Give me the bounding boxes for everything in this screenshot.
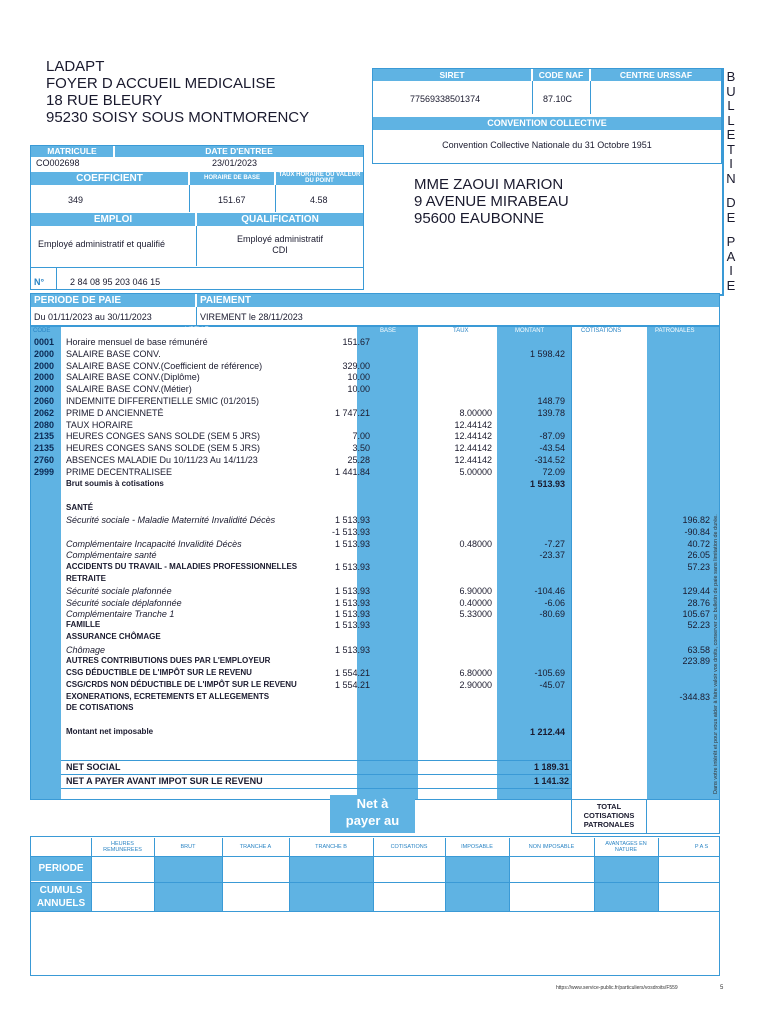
- line-employer-amount: 223.89: [682, 656, 710, 666]
- salary-line: [32, 420, 720, 430]
- cumul-col-header: HEURES REMUNEREES: [103, 841, 142, 853]
- urssaf-label: CENTRE URSSAF: [591, 69, 721, 81]
- line-amount: -45.07: [539, 680, 565, 690]
- cumul-col-band: [154, 857, 222, 911]
- qualification-value: Employé administratif CDI: [236, 234, 324, 255]
- line-code: 2062: [34, 407, 55, 418]
- conservation-note: Dans votre intérêt et pour vous aider à faire valoir vos droits, conserver ce bulletin de paie sans limitation de durée.: [713, 514, 719, 794]
- employer-address: [46, 58, 309, 126]
- net-a-payer-box: Net à payer au: [330, 795, 415, 833]
- line-label: Brut soumis à cotisations: [66, 478, 164, 488]
- line-label: RETRAITE: [66, 574, 106, 583]
- recipient-city: 95600 EAUBONNE: [414, 210, 545, 227]
- contribution-line: [32, 680, 720, 690]
- contribution-line: [32, 598, 720, 608]
- line-label: TAUX HORAIRE: [66, 419, 133, 430]
- line-base: 1 513.93: [334, 562, 370, 572]
- line-base: 1 513.93: [334, 539, 370, 549]
- net-social-label: NET SOCIAL: [66, 762, 121, 772]
- line-code: 2999: [34, 466, 55, 477]
- line-base: 151.67: [342, 337, 370, 347]
- line-base: 25.28: [347, 455, 370, 465]
- col-code: CODE: [33, 328, 51, 334]
- cumul-col-header: NON IMPOSABLE: [528, 844, 575, 850]
- line-base: 1 513.93: [334, 620, 370, 630]
- line-rate: 5.33000: [459, 609, 492, 619]
- contribution-line: [32, 527, 720, 537]
- salary-line: [32, 443, 720, 453]
- line-label: PRIME D ANCIENNETÉ: [66, 407, 164, 418]
- col-cotisations: COTISATIONS: [581, 328, 622, 334]
- line-label: DE COTISATIONS: [66, 703, 134, 712]
- total-patronales-label: TOTAL COTISATIONS PATRONALES: [583, 802, 635, 829]
- cumul-col-band: [289, 857, 373, 911]
- line-rate: 8.00000: [459, 407, 492, 418]
- periode-label: PERIODE DE PAIE: [31, 294, 195, 307]
- contribution-line: [32, 515, 720, 525]
- line-label: EXONERATIONS, ECRETEMENTS ET ALLEGEMENTS: [66, 692, 270, 701]
- line-rate: 12.44142: [454, 431, 492, 442]
- contribution-line: [32, 645, 720, 655]
- line-base: 1 513.93: [334, 586, 370, 596]
- line-code: 2000: [34, 360, 55, 371]
- line-base: 10.00: [347, 384, 370, 395]
- paiement-label: PAIEMENT: [197, 294, 719, 307]
- net-avant-impot-value: 1 141.32: [533, 776, 569, 786]
- line-label: Complémentaire santé: [66, 550, 157, 560]
- line-code: 2000: [34, 372, 55, 383]
- line-label: ASSURANCE CHÔMAGE: [66, 632, 161, 641]
- row-periode-label: PERIODE: [31, 857, 91, 881]
- line-label: INDEMNITE DIFFERENTIELLE SMIC (01/2015): [66, 396, 260, 406]
- coefficient-value: 349: [68, 195, 84, 205]
- salary-line: [32, 408, 720, 418]
- line-code: 2135: [34, 431, 55, 442]
- col-montant: MONTANT: [515, 328, 545, 334]
- matricule-value: CO002698: [36, 158, 80, 168]
- bulletin-de-paie-title: B U L L E T I N D E P A I E: [726, 69, 736, 293]
- line-rate: 12.44142: [454, 443, 492, 454]
- cumul-col-header: P A S: [694, 844, 709, 850]
- emploi-label: EMPLOI: [31, 213, 195, 226]
- line-label: Chômage: [66, 645, 106, 655]
- net-social-value: 1 189.31: [533, 762, 569, 772]
- qualification-label: QUALIFICATION: [197, 213, 363, 226]
- line-base: 3.50: [352, 443, 370, 454]
- taux-horaire-label: TAUX HORAIRE OU VALEUR DU POINT: [276, 172, 363, 185]
- recipient-address: [414, 176, 569, 227]
- line-label: Montant net imposable: [66, 727, 154, 736]
- line-rate: 2.90000: [459, 680, 492, 690]
- line-label: SALAIRE BASE CONV.: [66, 348, 161, 359]
- line-label: ABSENCES MALADIE Du 10/11/23 Au 14/11/23: [66, 455, 258, 465]
- line-label: PRIME DECENTRALISEE: [66, 466, 173, 477]
- cumul-col-header: TRANCHE B: [315, 844, 347, 850]
- line-employer-amount: -90.84: [684, 527, 710, 537]
- contribution-line: [32, 574, 720, 584]
- line-label: HEURES CONGES SANS SOLDE (SEM 5 JRS): [66, 431, 261, 442]
- periode-value: Du 01/11/2023 au 30/11/2023: [34, 312, 152, 322]
- footer-url[interactable]: https://www.service-public.fr/particuliers/vosdroits/F559: [556, 985, 678, 991]
- line-amount: -104.46: [534, 586, 565, 596]
- line-label: ACCIDENTS DU TRAVAIL - MALADIES PROFESSIONNELLES: [66, 562, 298, 571]
- line-amount: 1 513.93: [529, 478, 565, 489]
- salary-line: [32, 337, 720, 347]
- employer-line3: 18 RUE BLEURY: [46, 92, 163, 109]
- line-code: 0001: [34, 337, 55, 347]
- horaire-value: 151.67: [218, 195, 246, 205]
- col-patronales: PATRONALES: [655, 328, 695, 334]
- line-amount: -80.69: [539, 609, 565, 619]
- contribution-line: [32, 503, 720, 513]
- contribution-line: [32, 668, 720, 678]
- contribution-line: [32, 727, 720, 737]
- line-rate: 12.44142: [454, 419, 492, 430]
- col-base: BASE: [380, 328, 397, 334]
- line-rate: 5.00000: [459, 466, 492, 477]
- line-base: 1 513.93: [334, 609, 370, 619]
- footer-page-number: 5: [720, 985, 724, 991]
- line-base: 1 513.93: [334, 515, 370, 525]
- line-label: CSG/CRDS NON DÉDUCTIBLE DE L'IMPÔT SUR LE REVENU: [66, 680, 297, 689]
- line-amount: -43.54: [539, 443, 565, 454]
- line-label: Sécurité sociale déplafonnée: [66, 598, 182, 608]
- coefficient-label: COEFFICIENT: [31, 172, 188, 185]
- line-code: 2000: [34, 348, 55, 359]
- line-label: Complémentaire Incapacité Invalidité Décès: [66, 539, 242, 549]
- line-employer-amount: 52.23: [687, 620, 710, 630]
- contribution-line: [32, 562, 720, 572]
- line-amount: 1 598.42: [529, 348, 565, 359]
- cumul-col-band: [445, 857, 509, 911]
- salary-line: [32, 479, 720, 489]
- contribution-line: [32, 586, 720, 596]
- convention-label: CONVENTION COLLECTIVE: [373, 117, 721, 130]
- line-employer-amount: -344.83: [679, 692, 710, 702]
- taux-horaire-value: 4.58: [310, 195, 328, 205]
- line-amount: -314.52: [534, 455, 565, 465]
- contribution-line: [32, 656, 720, 666]
- codenaf-value: 87.10C: [543, 94, 573, 104]
- salary-line: [32, 372, 720, 382]
- line-employer-amount: 28.76: [687, 598, 710, 608]
- line-amount: -6.06: [544, 598, 565, 608]
- horaire-label: HORAIRE DE BASE: [190, 172, 274, 185]
- line-label: FAMILLE: [66, 620, 101, 629]
- line-code: 2000: [34, 384, 55, 395]
- employer-name: LADAPT: [46, 58, 105, 75]
- salary-line: [32, 349, 720, 359]
- date-entree-value: 23/01/2023: [212, 158, 258, 168]
- line-employer-amount: 63.58: [687, 645, 710, 655]
- line-rate: 6.80000: [459, 668, 492, 678]
- line-code: 2760: [34, 455, 55, 465]
- line-employer-amount: 40.72: [687, 539, 710, 549]
- salary-line: [32, 396, 720, 406]
- line-employer-amount: 105.67: [682, 609, 710, 619]
- recipient-street: 9 AVENUE MIRABEAU: [414, 193, 569, 210]
- date-entree-label: DATE D'ENTREE: [115, 146, 363, 157]
- matricule-label: MATRICULE: [31, 146, 113, 157]
- line-employer-amount: 57.23: [687, 562, 710, 572]
- line-amount: 148.79: [537, 396, 565, 406]
- contribution-line: [32, 692, 720, 702]
- col-taux: TAUX: [453, 328, 469, 334]
- line-base: 1 554.21: [334, 668, 370, 678]
- line-amount: -105.69: [534, 668, 565, 678]
- line-base: -1 513.93: [331, 527, 370, 537]
- line-base: 1 513.93: [334, 645, 370, 655]
- cumul-col-header: BRUT: [180, 844, 196, 850]
- contribution-line: [32, 539, 720, 549]
- line-base: 1 747.21: [334, 407, 370, 418]
- codenaf-label: CODE NAF: [533, 69, 589, 81]
- salary-line: [32, 384, 720, 394]
- numero-secu-value: 2 84 08 95 203 046 15: [70, 277, 161, 287]
- salary-line: [32, 361, 720, 371]
- line-employer-amount: 26.05: [687, 550, 710, 560]
- contribution-line: [32, 703, 720, 713]
- line-base: 7.00: [352, 431, 370, 442]
- net-avant-impot-label: NET A PAYER AVANT IMPOT SUR LE REVENU: [66, 776, 263, 786]
- line-employer-amount: 196.82: [682, 515, 710, 525]
- cumul-col-header: IMPOSABLE: [461, 844, 493, 850]
- cumul-col-header: TRANCHE A: [239, 844, 272, 850]
- paiement-value: VIREMENT le 28/11/2023: [200, 312, 303, 322]
- line-employer-amount: 129.44: [682, 586, 710, 596]
- row-cumuls-label: CUMULS ANNUELS: [31, 883, 91, 911]
- salary-line: [32, 431, 720, 441]
- line-amount: 72.09: [542, 466, 565, 477]
- contribution-line: [32, 620, 720, 630]
- line-base: 329.00: [342, 360, 370, 371]
- salary-line: [32, 455, 720, 465]
- siret-label: SIRET: [373, 69, 531, 81]
- line-code: 2060: [34, 396, 55, 406]
- line-label: SALAIRE BASE CONV.(Diplôme): [66, 372, 200, 383]
- line-code: 2135: [34, 443, 55, 454]
- line-code: 2080: [34, 419, 55, 430]
- line-label: Complémentaire Tranche 1: [66, 609, 175, 619]
- employer-line4: 95230 SOISY SOUS MONTMORENCY: [46, 109, 310, 126]
- line-base: 10.00: [347, 372, 370, 383]
- contribution-line: [32, 632, 720, 642]
- line-base: 1 441.84: [334, 466, 370, 477]
- line-label: SANTÉ: [66, 503, 94, 512]
- line-label: HEURES CONGES SANS SOLDE (SEM 5 JRS): [66, 443, 261, 454]
- line-rate: 0.48000: [459, 539, 492, 549]
- line-rate: 0.40000: [459, 598, 492, 608]
- line-label: CSG DÉDUCTIBLE DE L'IMPÔT SUR LE REVENU: [66, 668, 252, 677]
- line-label: Sécurité sociale plafonnée: [66, 586, 172, 596]
- recipient-name: MME ZAOUI MARION: [414, 176, 564, 193]
- employer-line2: FOYER D ACCUEIL MEDICALISE: [46, 75, 276, 92]
- cumul-col-header: AVANTAGES EN NATURE: [605, 841, 647, 853]
- line-rate: 12.44142: [454, 455, 492, 465]
- contribution-line: [32, 609, 720, 619]
- line-base: 1 513.93: [334, 598, 370, 608]
- cumul-col-header: COTISATIONS: [390, 844, 428, 850]
- emploi-value: Employé administratif et qualifié: [38, 239, 166, 249]
- line-amount: 1 212.44: [529, 727, 565, 737]
- line-amount: -23.37: [539, 550, 565, 560]
- cumul-col-band: [594, 857, 658, 911]
- line-label: Sécurité sociale - Maladie Maternité Invalidité Décès: [66, 515, 276, 525]
- line-label: Horaire mensuel de base rémunéré: [66, 337, 208, 347]
- line-label: SALAIRE BASE CONV.(Coefficient de référence): [66, 360, 263, 371]
- contribution-line: [32, 550, 720, 560]
- line-rate: 6.90000: [459, 586, 492, 596]
- line-base: 1 554.21: [334, 680, 370, 690]
- line-label: AUTRES CONTRIBUTIONS DUES PAR L'EMPLOYEUR: [66, 656, 271, 665]
- col-libelle: LIBELLE: [185, 327, 209, 333]
- salary-line: [32, 467, 720, 477]
- siret-value: 77569338501374: [410, 94, 481, 104]
- line-amount: 139.78: [537, 407, 565, 418]
- line-amount: -87.09: [539, 431, 565, 442]
- line-amount: -7.27: [544, 539, 565, 549]
- line-label: SALAIRE BASE CONV.(Métier): [66, 384, 192, 395]
- convention-value: Convention Collective Nationale du 31 Octobre 1951: [442, 140, 652, 150]
- numero-secu-label: N°: [34, 277, 45, 287]
